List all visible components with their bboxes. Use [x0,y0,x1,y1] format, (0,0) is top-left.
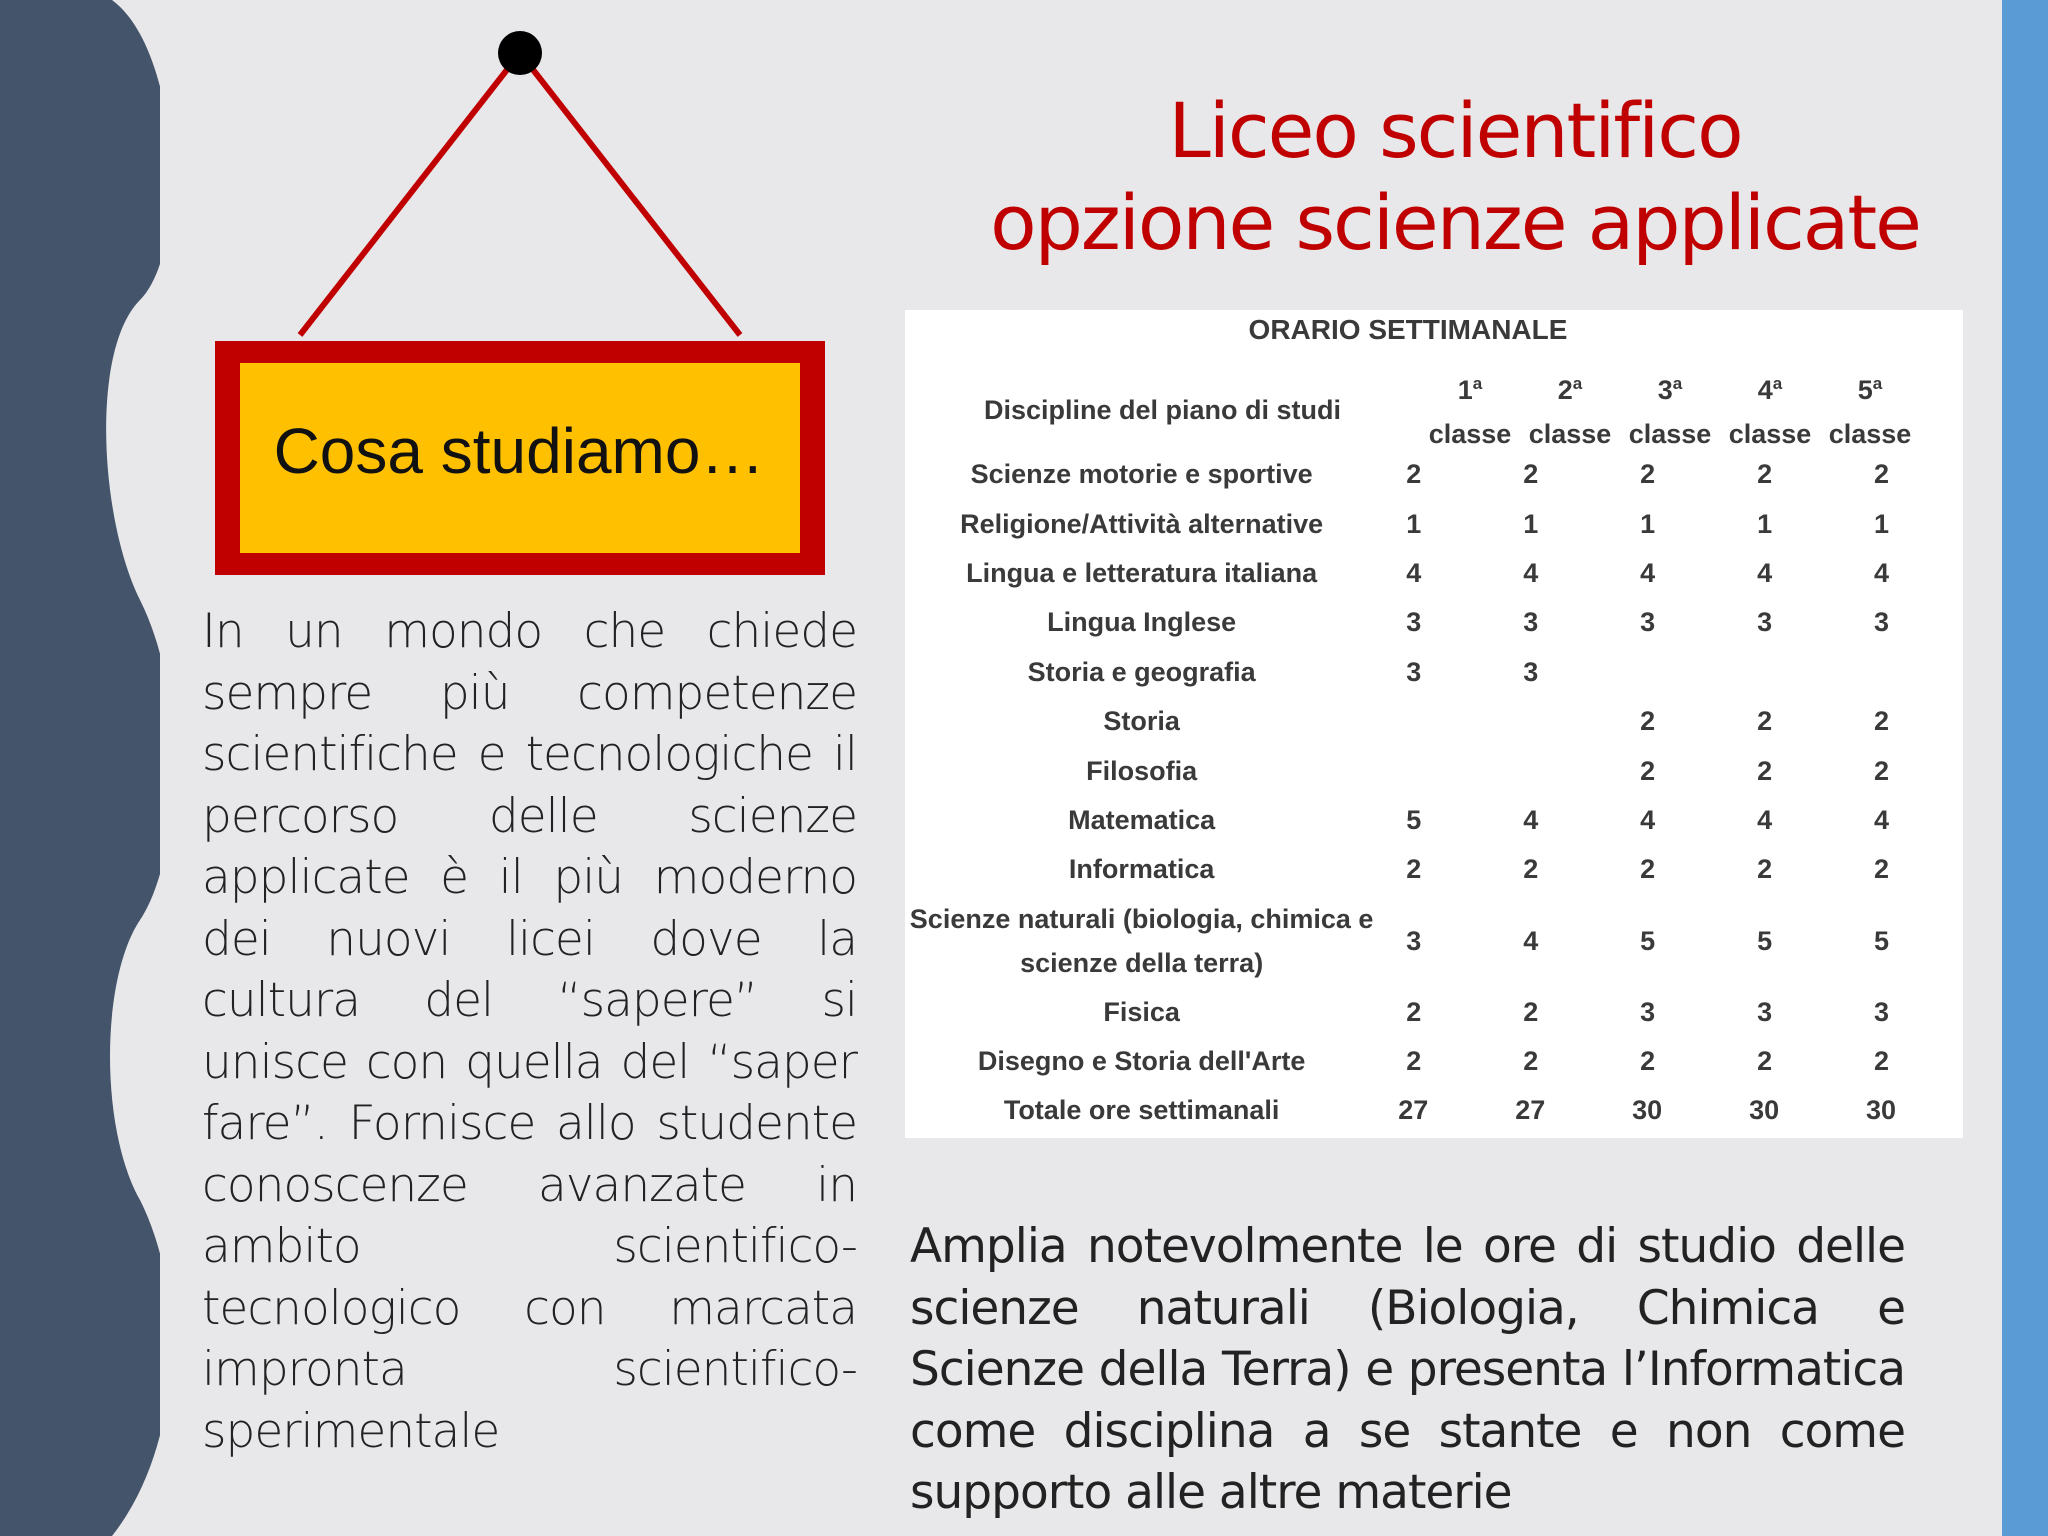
hours-cell: 2 [1757,706,1773,737]
hours-cell: 3 [1523,656,1539,687]
hours-cell: 2 [1523,854,1539,885]
subject-cell: Filosofia [1086,755,1198,786]
hours-cell: 1 [1523,508,1539,539]
hours-cell: 2 [1523,459,1539,490]
table-row [905,1037,1963,1086]
hours-cell [1612,648,1729,697]
table-title: ORARIO SETTIMANALE [1248,314,1568,345]
hours-cell: 3 [1874,996,1890,1027]
page-title [900,85,2010,269]
title-line-1: Liceo scientifico [1168,86,1742,175]
left-paragraph: In un mondo che chiede sempre più competenze scientifiche e tecnologiche il percorso delle scienze applicate è il più moderno dei nuovi licei dove la cultura del “sapere” si unisce con quella del “saper fare”. Fornisce allo studente conoscenze avanzate in ambito scientifico-tecnologico con marcata impronta scientifico-sperimentale [202,604,857,1459]
hours-cell: 3 [1640,607,1656,638]
hours-cell: 30 [1632,1095,1663,1126]
hours-cell: 2 [1640,854,1656,885]
table-row [905,746,1963,795]
year-label: classe [1528,419,1612,449]
hours-cell: 2 [1523,1046,1539,1077]
hours-cell: 4 [1640,804,1656,835]
year-number: 5$^a$ [1857,374,1883,405]
hours-cell: 5 [1757,926,1773,957]
subject-cell: Informatica [1068,854,1215,885]
table-row [905,598,1963,647]
year-header [1820,362,1920,456]
table-row [905,648,1963,697]
hours-cell: 1 [1757,508,1773,539]
year-number: 2$^a$ [1557,374,1583,405]
hours-cell: 4 [1874,557,1890,588]
hours-cell: 1 [1406,508,1422,539]
hours-cell: 3 [1523,607,1539,638]
table-row [905,450,1963,499]
sign-label: Cosa studiamo… [273,415,765,487]
table-row [905,845,1963,894]
hours-cell: 2 [1640,706,1656,737]
subject-cell: Fisica [1103,996,1180,1027]
year-label: classe [1828,419,1912,449]
hours-cell [1378,746,1495,795]
subject-cell: Lingua Inglese [1047,607,1237,638]
hours-cell: 2 [1757,1046,1773,1077]
hours-cell: 2 [1874,854,1890,885]
bottom-paragraph: Amplia notevolmente le ore di studio delle scienze naturali (Biologia, Chimica e Scienze della Terra) e presenta l’Informatica come disciplina a se stante e non come supporto alle altre materie [910,1219,1905,1520]
table-row [905,796,1963,845]
hours-cell: 5 [1640,926,1656,957]
hours-cell [1729,648,1846,697]
table-row [905,988,1963,1037]
subject-cell: Matematica [1068,804,1216,835]
hours-cell: 4 [1757,557,1773,588]
title-line-2: opzione scienze applicate [990,178,1920,267]
discipline-header: Discipline del piano di studi [983,395,1342,425]
table-row [905,895,1963,988]
hours-cell: 2 [1523,996,1539,1027]
subject-cell: Scienze naturali (biologia, chimica e scienze della terra) [909,904,1374,979]
year-number: 1$^a$ [1457,374,1483,405]
hours-cell: 2 [1874,459,1890,490]
hours-cell [1846,648,1963,697]
hours-cell: 2 [1406,854,1422,885]
hours-cell: 3 [1757,607,1773,638]
hours-cell: 2 [1640,1046,1656,1077]
hours-cell: 2 [1757,459,1773,490]
hours-cell: 3 [1406,607,1422,638]
hours-cell: 3 [1406,926,1422,957]
subject-cell: Storia [1103,706,1180,737]
hours-cell: 4 [1874,804,1890,835]
subject-cell: Lingua e letteratura italiana [966,557,1318,588]
hours-cell: 2 [1640,459,1656,490]
subject-cell: Disegno e Storia dell'Arte [977,1046,1306,1077]
hours-cell: 2 [1874,755,1890,786]
year-header [1420,362,1520,456]
hours-cell: 2 [1874,706,1890,737]
hours-cell [1378,697,1495,746]
hours-cell: 2 [1874,1046,1890,1077]
hours-cell: 2 [1757,755,1773,786]
hours-cell: 27 [1515,1095,1546,1126]
hours-cell: 3 [1406,656,1422,687]
hours-cell: 5 [1406,804,1422,835]
table-row [905,549,1963,598]
hours-cell: 4 [1523,926,1539,957]
hours-cell: 3 [1640,996,1656,1027]
hours-cell: 4 [1523,804,1539,835]
hours-cell: 2 [1406,996,1422,1027]
year-label: classe [1728,419,1812,449]
hours-cell: 4 [1757,804,1773,835]
hours-cell: 1 [1640,508,1656,539]
hours-cell: 2 [1640,755,1656,786]
year-header [1720,362,1820,456]
year-header [1520,362,1620,456]
hours-cell: 3 [1757,996,1773,1027]
hours-cell: 2 [1406,459,1422,490]
table-row [905,697,1963,746]
subject-cell: Storia e geografia [1027,656,1256,687]
subject-cell: Religione/Attività alternative [960,508,1324,539]
year-label: classe [1628,419,1712,449]
hours-cell: 30 [1866,1095,1897,1126]
hours-cell: 2 [1406,1046,1422,1077]
table-row [905,1086,1963,1135]
year-label: classe [1428,419,1512,449]
hours-cell [1495,697,1612,746]
hours-cell: 1 [1874,508,1890,539]
hours-cell: 4 [1523,557,1539,588]
hours-cell: 27 [1398,1095,1429,1126]
hours-cell: 3 [1874,607,1890,638]
table-row [905,499,1963,548]
subject-cell: Totale ore settimanali [1003,1095,1280,1126]
subject-cell: Scienze motorie e sportive [970,459,1313,490]
year-number: 3$^a$ [1657,374,1683,405]
schedule-grid [905,450,1963,1136]
hours-cell: 5 [1874,926,1890,957]
hours-cell: 2 [1757,854,1773,885]
hours-cell [1495,746,1612,795]
hours-cell: 4 [1640,557,1656,588]
year-number: 4$^a$ [1757,374,1783,405]
schedule-table [905,310,1963,1138]
hours-cell: 4 [1406,557,1422,588]
left-wave-decoration [0,0,160,1536]
hours-cell: 30 [1749,1095,1780,1126]
year-header [1620,362,1720,456]
